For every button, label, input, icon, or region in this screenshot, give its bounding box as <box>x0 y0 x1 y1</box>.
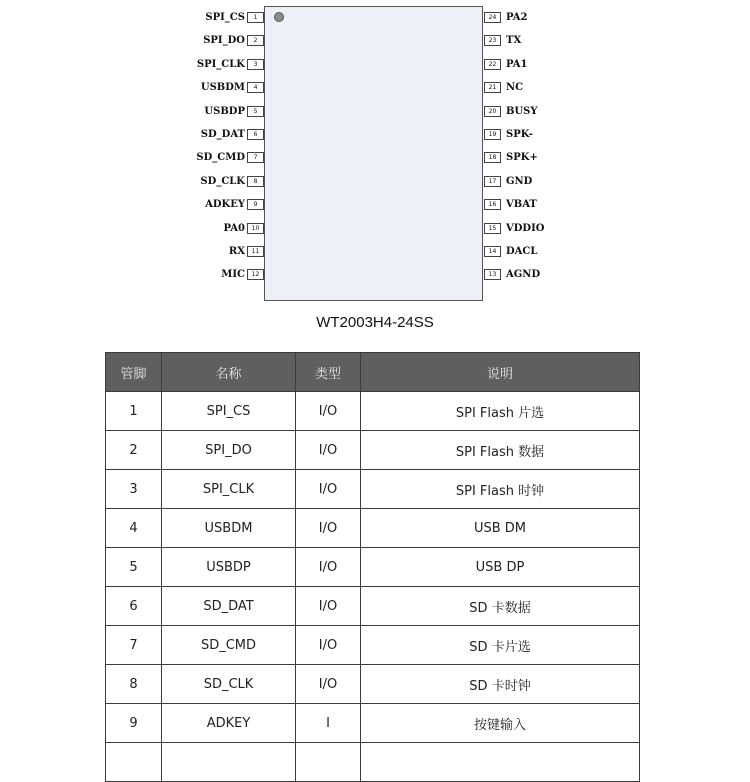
cell-type: I/O <box>296 626 361 665</box>
pin-number: 6 <box>247 129 264 140</box>
cell-pin: 1 <box>106 392 162 431</box>
pin-number: 13 <box>484 269 501 280</box>
cell-type: I/O <box>296 665 361 704</box>
header-description: 说明 <box>361 353 640 392</box>
pin-number: 12 <box>247 269 264 280</box>
cell-name: SD_CMD <box>162 626 296 665</box>
cell-type: I/O <box>296 548 361 587</box>
cell-type: I/O <box>296 587 361 626</box>
pin-number: 5 <box>247 106 264 117</box>
pin-14 <box>0 243 750 261</box>
pin-17 <box>0 173 750 191</box>
cell-pin: 4 <box>106 509 162 548</box>
pin-number: 15 <box>484 223 501 234</box>
pin-label: RX <box>228 246 245 257</box>
cell-name <box>162 743 296 782</box>
pin-15 <box>0 220 750 238</box>
pin-label: SD_DAT <box>200 129 245 140</box>
cell-description: USB DP <box>361 548 640 587</box>
pin-number: 24 <box>484 12 501 23</box>
chip-diagram <box>0 0 750 340</box>
cell-type: I <box>296 704 361 743</box>
cell-type: I/O <box>296 431 361 470</box>
pin-number: 3 <box>247 59 264 70</box>
pin-table <box>105 352 640 782</box>
table-row <box>106 548 640 587</box>
cell-description: USB DM <box>361 509 640 548</box>
cell-pin: 2 <box>106 431 162 470</box>
pin-label: PA2 <box>506 12 528 23</box>
pin-label: PA1 <box>506 58 528 70</box>
pin-number: 16 <box>484 199 501 210</box>
pin-number: 19 <box>484 129 501 140</box>
pin-number: 22 <box>484 59 501 70</box>
table-row <box>106 626 640 665</box>
pin-number: 21 <box>484 82 501 93</box>
pin-label: VDDIO <box>506 222 545 234</box>
pin-number: 8 <box>247 176 264 187</box>
cell-pin: 9 <box>106 704 162 743</box>
cell-description <box>361 743 640 782</box>
pin-number: 10 <box>247 223 264 234</box>
pin-23 <box>0 32 750 50</box>
pin-16 <box>0 196 750 214</box>
table-header-row <box>106 353 640 392</box>
cell-name: SPI_CLK <box>162 470 296 509</box>
cell-description: 按键输入 <box>361 704 640 743</box>
pin-number: 18 <box>484 152 501 163</box>
pin-label: SPK- <box>506 129 533 140</box>
table-row <box>106 470 640 509</box>
cell-description: SD 卡数据 <box>361 587 640 626</box>
header-name: 名称 <box>162 353 296 392</box>
pin-24 <box>0 9 750 27</box>
cell-type <box>296 743 361 782</box>
pin-number: 23 <box>484 35 501 46</box>
pin-label: USBDM <box>200 82 245 94</box>
pin-label: PA0 <box>223 222 245 234</box>
pin-label: NC <box>506 82 524 94</box>
cell-type: I/O <box>296 470 361 509</box>
pin-label: SPI_DO <box>203 35 245 47</box>
pin-label: TX <box>506 35 522 47</box>
cell-pin: 8 <box>106 665 162 704</box>
header-pin: 管脚 <box>106 353 162 392</box>
cell-description: SD 卡时钟 <box>361 665 640 704</box>
pin-label: AGND <box>506 269 541 281</box>
pin-number: 1 <box>247 12 264 23</box>
cell-description: SPI Flash 片选 <box>361 392 640 431</box>
chip-title: WT2003H4-24SS <box>316 314 434 331</box>
table-row <box>106 704 640 743</box>
pin-number: 17 <box>484 176 501 187</box>
cell-name: SD_DAT <box>162 587 296 626</box>
cell-pin: 5 <box>106 548 162 587</box>
cell-name: SD_CLK <box>162 665 296 704</box>
pin-21 <box>0 79 750 97</box>
table-row <box>106 665 640 704</box>
table-row <box>106 509 640 548</box>
pin-label: VBAT <box>506 199 537 211</box>
pin-label: SPK+ <box>506 152 538 164</box>
table-row <box>106 392 640 431</box>
header-type: 类型 <box>296 353 361 392</box>
cell-description: SPI Flash 数据 <box>361 431 640 470</box>
pin-number: 2 <box>247 35 264 46</box>
pin-label: GND <box>506 175 533 187</box>
pin-label: SD_CMD <box>196 152 245 164</box>
table-row <box>106 587 640 626</box>
pin-label: BUSY <box>506 105 538 117</box>
cell-name: SPI_DO <box>162 431 296 470</box>
pin-number: 20 <box>484 106 501 117</box>
table-row <box>106 743 640 782</box>
pin-label: SPI_CS <box>205 12 245 23</box>
cell-description: SPI Flash 时钟 <box>361 470 640 509</box>
pin-22 <box>0 56 750 74</box>
pin-number: 11 <box>247 246 264 257</box>
pin-19 <box>0 126 750 144</box>
table-row <box>106 431 640 470</box>
pin-18 <box>0 149 750 167</box>
cell-description: SD 卡片选 <box>361 626 640 665</box>
pin-20 <box>0 103 750 121</box>
pin-number: 9 <box>247 199 264 210</box>
pin-label: ADKEY <box>205 199 245 211</box>
cell-type: I/O <box>296 392 361 431</box>
cell-pin: 3 <box>106 470 162 509</box>
pin-number: 14 <box>484 246 501 257</box>
pin-number: 4 <box>247 82 264 93</box>
cell-name: ADKEY <box>162 704 296 743</box>
pin-number: 7 <box>247 152 264 163</box>
cell-pin <box>106 743 162 782</box>
cell-name: USBDM <box>162 509 296 548</box>
cell-type: I/O <box>296 509 361 548</box>
pin-label: USBDP <box>204 105 245 117</box>
cell-name: SPI_CS <box>162 392 296 431</box>
cell-pin: 7 <box>106 626 162 665</box>
pin-label: SD_CLK <box>200 175 245 187</box>
cell-pin: 6 <box>106 587 162 626</box>
pin-label: SPI_CLK <box>196 58 245 70</box>
pin-label: MIC <box>221 269 245 281</box>
cell-name: USBDP <box>162 548 296 587</box>
pin-label: DACL <box>506 246 538 257</box>
pin-13 <box>0 266 750 284</box>
